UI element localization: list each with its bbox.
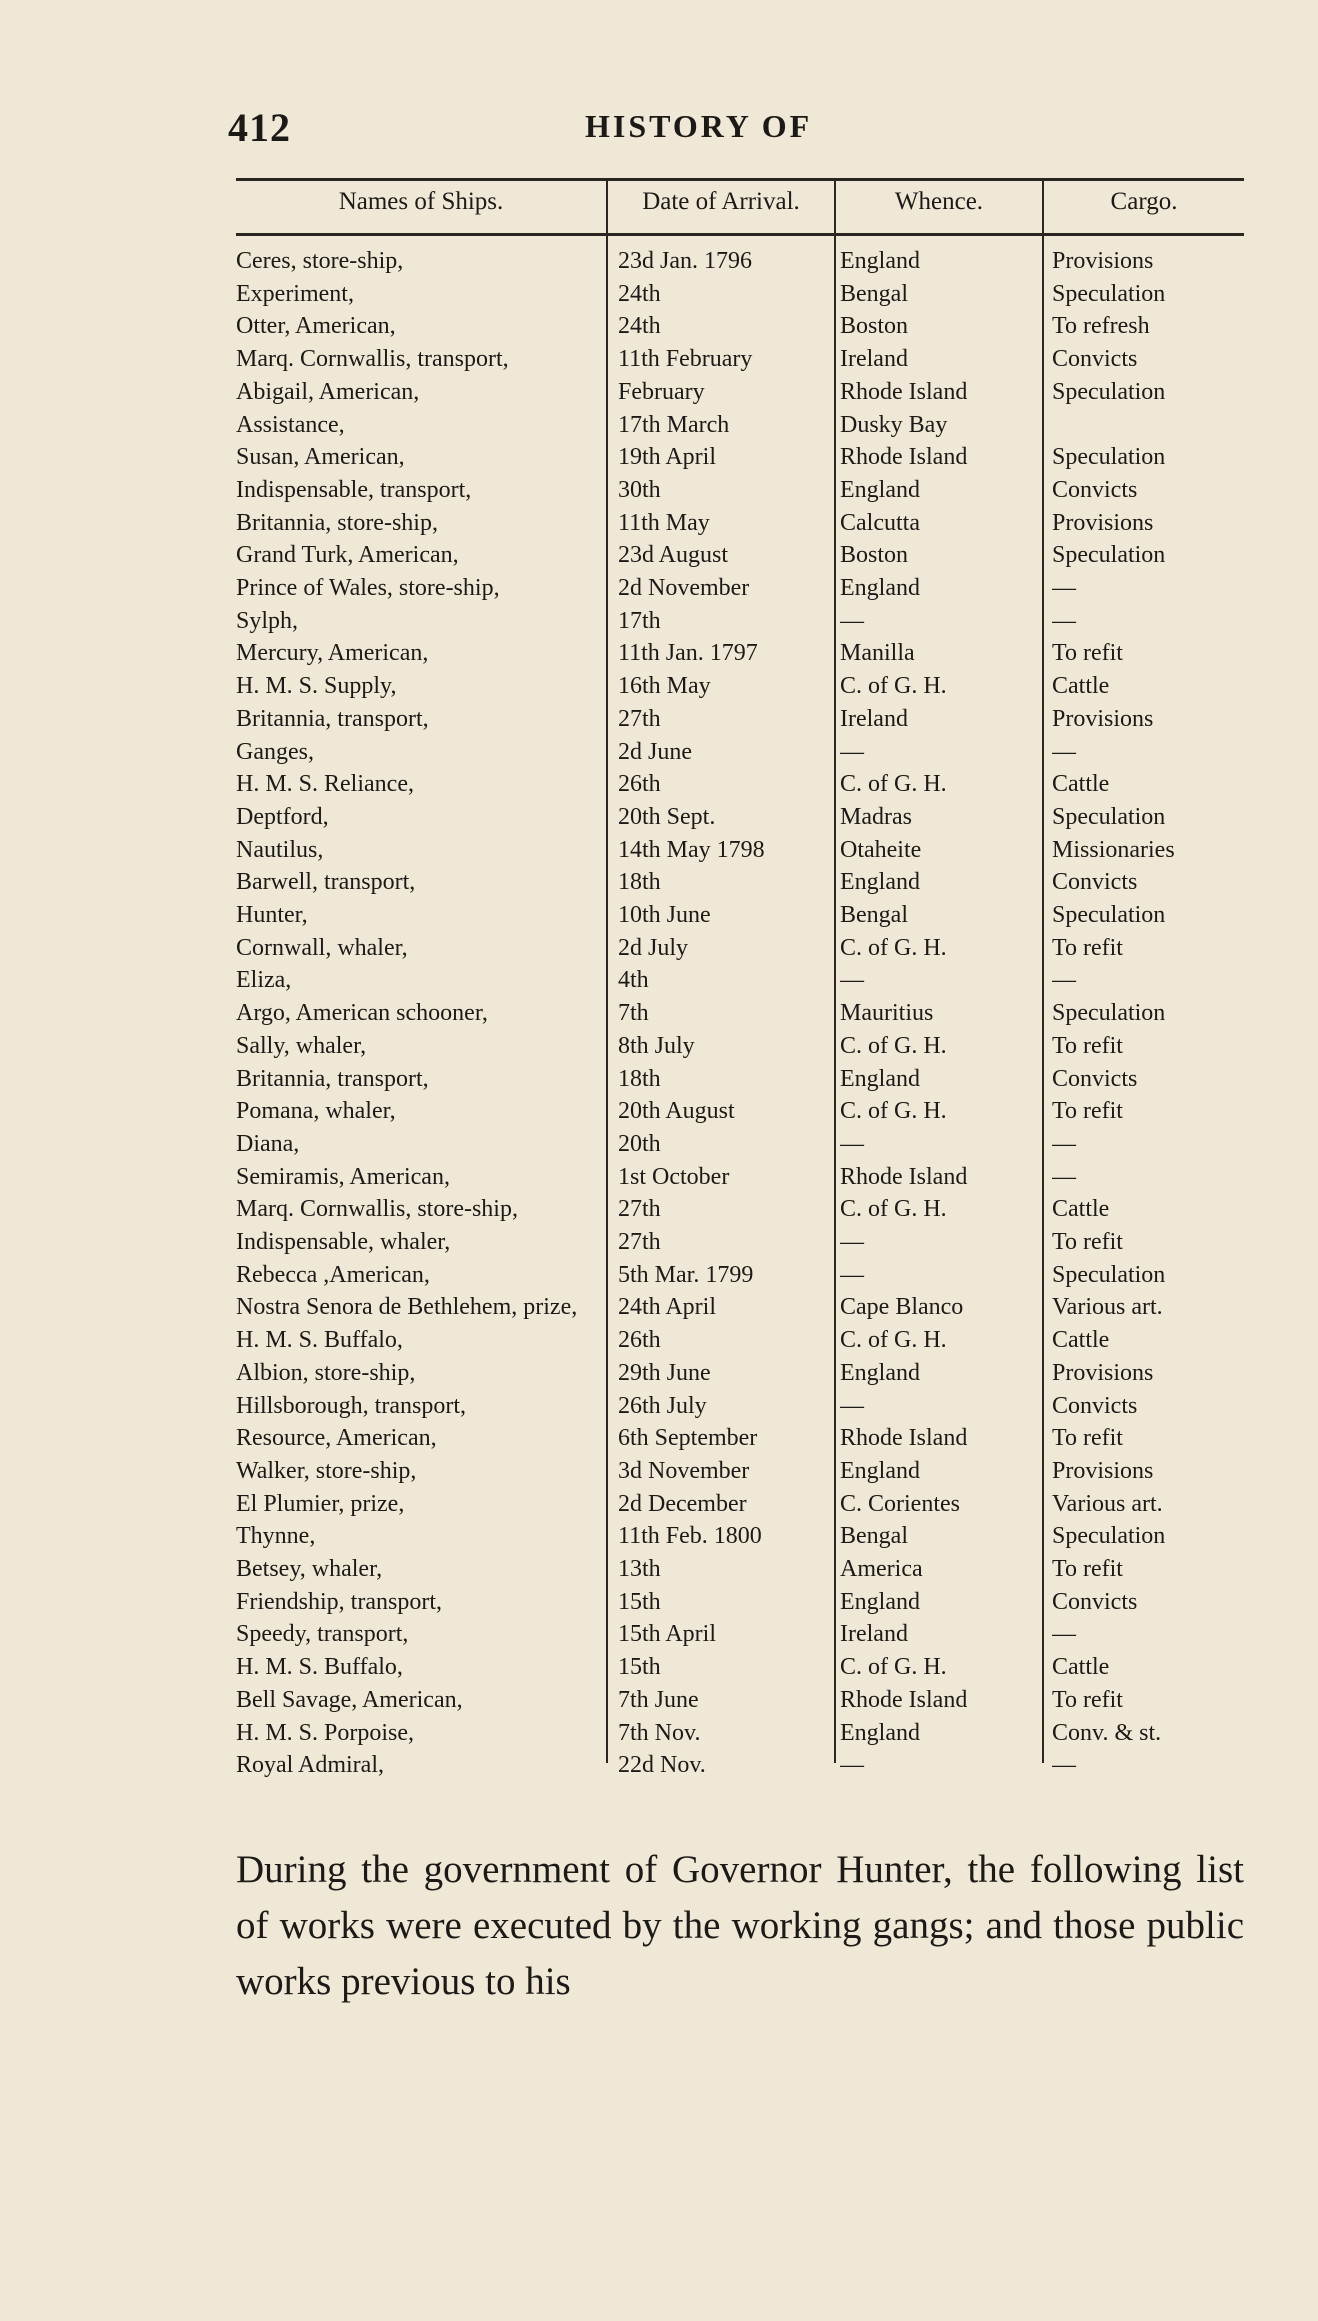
arrival-date: 13th	[618, 1556, 661, 1582]
table-row	[236, 1196, 1244, 1223]
column-header-names: Names of Ships.	[338, 188, 504, 215]
cargo: —	[1052, 1130, 1076, 1157]
cargo: Convicts	[1052, 869, 1138, 896]
whence: C. of G. H.	[840, 1032, 947, 1059]
cargo: To refit	[1052, 1556, 1123, 1582]
whence: C. of G. H.	[840, 1098, 947, 1125]
table-row	[236, 771, 1244, 798]
arrival-date: 6th September	[618, 1425, 758, 1452]
ship-name: Marq. Cornwallis, transport,	[236, 346, 509, 373]
table-row	[236, 379, 1244, 406]
table-row	[236, 1229, 1244, 1256]
whence: Manilla	[840, 640, 915, 667]
table-row	[236, 902, 1244, 929]
ship-name: Abigail, American,	[236, 378, 420, 405]
ship-name: Bell Savage, American,	[236, 1686, 463, 1713]
whence: C. of G. H.	[840, 673, 947, 700]
column-header-date: Date of Arrival.	[642, 188, 800, 215]
whence: Rhode Island	[840, 1425, 968, 1452]
cargo: —	[1052, 738, 1076, 765]
whence: England	[840, 248, 920, 274]
arrival-date: 18th	[618, 869, 661, 896]
cargo: Convicts	[1052, 476, 1138, 503]
arrival-date: 7th	[618, 1000, 649, 1027]
paragraph-text: During the government of Governor Hunter, the following list of works were executed by the working gangs; and those public works previous to his	[236, 1848, 1244, 2003]
cargo: Cattle	[1052, 1327, 1110, 1354]
ship-name: Diana,	[236, 1130, 300, 1157]
cargo: Speculation	[1052, 542, 1166, 569]
whence: England	[840, 1719, 920, 1746]
table-row	[236, 1294, 1244, 1321]
cargo: To refit	[1052, 640, 1123, 667]
cargo: Cattle	[1052, 1196, 1110, 1223]
ship-name: Indispensable, whaler,	[236, 1229, 451, 1255]
cargo: Convicts	[1052, 1588, 1138, 1615]
whence: Boston	[840, 313, 909, 340]
cargo: Speculation	[1052, 1523, 1166, 1550]
ship-name: Britannia, store-ship,	[236, 509, 438, 536]
ship-name: Susan, American,	[236, 444, 405, 471]
arrival-date: 11th Feb. 1800	[618, 1523, 762, 1550]
table-top-rule	[236, 178, 1244, 181]
whence: Dusky Bay	[840, 411, 948, 438]
arrival-date: 24th	[618, 313, 661, 340]
ship-name: Eliza,	[236, 967, 292, 994]
arrival-date: 15th	[618, 1588, 661, 1615]
cargo: —	[1052, 607, 1076, 634]
whence: Mauritius	[840, 1000, 934, 1027]
whence: —	[840, 1229, 864, 1255]
cargo: —	[1052, 1163, 1076, 1190]
ship-name: Semiramis, American,	[236, 1163, 450, 1190]
ship-name: Nautilus,	[236, 836, 324, 863]
ship-name: Britannia, transport,	[236, 1065, 429, 1092]
whence: —	[840, 607, 864, 634]
arrival-date: 22d Nov.	[618, 1752, 706, 1779]
table-row	[236, 1262, 1244, 1289]
table-row	[236, 1033, 1244, 1060]
table-row	[236, 575, 1244, 602]
arrival-date: 15th	[618, 1654, 661, 1681]
whence: Ireland	[840, 705, 908, 732]
arrival-date: 11th February	[618, 346, 753, 373]
page-number: 412	[228, 105, 291, 150]
arrival-date: 11th May	[618, 509, 710, 536]
table-row	[236, 1491, 1244, 1518]
whence: Rhode Island	[840, 444, 968, 471]
arrival-date: 2d November	[618, 575, 750, 601]
arrival-date: 20th	[618, 1130, 661, 1157]
ship-name: Assistance,	[236, 411, 345, 438]
table-row	[236, 477, 1244, 504]
cargo: —	[1052, 575, 1076, 601]
column-header-cargo: Cargo.	[1110, 188, 1178, 215]
ship-name: Friendship, transport,	[236, 1588, 442, 1615]
arrival-date: 2d December	[618, 1490, 747, 1517]
whence: England	[840, 575, 920, 601]
cargo: Speculation	[1052, 803, 1166, 830]
cargo: Conv. & st.	[1052, 1719, 1162, 1746]
table-row	[236, 1131, 1244, 1158]
cargo: Speculation	[1052, 1000, 1166, 1027]
whence: America	[840, 1556, 923, 1582]
column-header-whence: Whence.	[894, 188, 984, 215]
arrival-date: 1st October	[618, 1163, 730, 1190]
whence: —	[840, 738, 864, 765]
arrival-date: 7th June	[618, 1686, 699, 1713]
cargo: Speculation	[1052, 902, 1166, 928]
table-row	[236, 248, 1244, 275]
arrival-date: 24th	[618, 280, 661, 307]
whence: Rhode Island	[840, 378, 968, 405]
body-paragraph	[236, 1842, 1244, 2010]
arrival-date: February	[618, 378, 705, 405]
table-row	[236, 967, 1244, 994]
arrival-date: 16th May	[618, 673, 711, 700]
whence: C. Corientes	[840, 1490, 960, 1517]
whence: Bengal	[840, 902, 908, 928]
arrival-date: 20th Sept.	[618, 803, 716, 830]
whence: C. of G. H.	[840, 1654, 947, 1681]
ship-name: H. M. S. Supply,	[236, 673, 397, 700]
whence: Ireland	[840, 346, 908, 373]
cargo: —	[1052, 1621, 1076, 1648]
arrival-date: 24th April	[618, 1294, 717, 1321]
ship-name: Marq. Cornwallis, store-ship,	[236, 1196, 518, 1223]
ship-name: Walker, store-ship,	[236, 1457, 417, 1484]
table-row	[236, 542, 1244, 569]
ship-name: Hunter,	[236, 902, 308, 928]
arrival-date: 8th July	[618, 1032, 695, 1059]
table-row	[236, 1654, 1244, 1681]
cargo: Various art.	[1052, 1294, 1163, 1321]
ship-name: Grand Turk, American,	[236, 542, 459, 569]
arrival-date: 4th	[618, 967, 649, 994]
table-row	[236, 804, 1244, 831]
arrival-date: 20th August	[618, 1098, 735, 1125]
cargo: Provisions	[1052, 509, 1154, 536]
whence: Ireland	[840, 1621, 908, 1648]
table-row	[236, 1393, 1244, 1420]
cargo: To refit	[1052, 1098, 1123, 1125]
ship-name: Rebecca ,American,	[236, 1261, 430, 1288]
cargo: To refit	[1052, 1032, 1123, 1059]
cargo: Cattle	[1052, 771, 1110, 798]
table-row	[236, 608, 1244, 635]
table-row	[236, 412, 1244, 439]
whence: —	[840, 1261, 864, 1288]
whence: Cape Blanco	[840, 1294, 964, 1321]
arrival-date: 27th	[618, 1229, 661, 1255]
arrival-date: 15th April	[618, 1621, 717, 1648]
table-row	[236, 510, 1244, 537]
whence: Bengal	[840, 1523, 908, 1550]
cargo: Speculation	[1052, 444, 1166, 471]
table-row	[236, 346, 1244, 373]
ship-name: Britannia, transport,	[236, 705, 429, 732]
arrival-date: 30th	[618, 476, 661, 503]
whence: England	[840, 869, 920, 896]
whence: Otaheite	[840, 836, 922, 863]
arrival-date: 18th	[618, 1065, 661, 1092]
table-row	[236, 1556, 1244, 1583]
table-row	[236, 1098, 1244, 1125]
cargo: Convicts	[1052, 1065, 1138, 1092]
cargo: Provisions	[1052, 1359, 1154, 1386]
ship-name: Ceres, store-ship,	[236, 248, 404, 274]
cargo: Speculation	[1052, 378, 1166, 405]
whence: —	[840, 1752, 864, 1779]
ship-name: H. M. S. Porpoise,	[236, 1719, 415, 1746]
whence: England	[840, 1065, 920, 1092]
ship-name: Deptford,	[236, 803, 329, 830]
cargo: —	[1052, 967, 1076, 994]
table-row	[236, 281, 1244, 308]
table-row	[236, 1621, 1244, 1648]
ship-name: Ganges,	[236, 738, 314, 765]
table-row	[236, 1327, 1244, 1354]
ship-name: Cornwall, whaler,	[236, 934, 408, 961]
table-row	[236, 1164, 1244, 1191]
arrival-date: 19th April	[618, 444, 717, 471]
cargo: Speculation	[1052, 280, 1166, 307]
ship-name: Royal Admiral,	[236, 1752, 384, 1779]
arrival-date: 14th May 1798	[618, 836, 765, 863]
whence: Boston	[840, 542, 909, 569]
whence: Rhode Island	[840, 1686, 968, 1713]
whence: England	[840, 1359, 920, 1386]
arrival-date: 27th	[618, 705, 661, 732]
arrival-date: 17th March	[618, 411, 730, 438]
ship-name: Nostra Senora de Bethlehem, prize,	[236, 1294, 578, 1321]
table-row	[236, 1360, 1244, 1387]
cargo: Speculation	[1052, 1261, 1166, 1288]
whence: Madras	[840, 803, 912, 830]
arrival-date: 23d Jan. 1796	[618, 248, 752, 274]
cargo: Cattle	[1052, 1654, 1110, 1681]
arrival-date: 26th July	[618, 1392, 707, 1419]
table-row	[236, 869, 1244, 896]
cargo: To refresh	[1052, 313, 1150, 340]
table-row	[236, 706, 1244, 733]
ship-name: Prince of Wales, store-ship,	[236, 575, 500, 601]
ship-name: Betsey, whaler,	[236, 1556, 383, 1582]
ship-name: Barwell, transport,	[236, 869, 416, 896]
ship-name: Sylph,	[236, 607, 299, 634]
ship-name: Thynne,	[236, 1523, 316, 1550]
arrival-date: 26th	[618, 1327, 661, 1354]
ship-name: H. M. S. Reliance,	[236, 771, 414, 798]
arrival-date: 27th	[618, 1196, 661, 1223]
ship-name: Resource, American,	[236, 1425, 437, 1452]
ship-name: Sally, whaler,	[236, 1032, 367, 1059]
whence: C. of G. H.	[840, 771, 947, 798]
cargo: To refit	[1052, 1229, 1123, 1255]
ship-name: H. M. S. Buffalo,	[236, 1654, 403, 1681]
ship-name: Otter, American,	[236, 313, 396, 340]
cargo: To refit	[1052, 934, 1123, 961]
arrival-date: 26th	[618, 771, 661, 798]
cargo: Provisions	[1052, 248, 1154, 274]
ship-name: H. M. S. Buffalo,	[236, 1327, 403, 1354]
whence: C. of G. H.	[840, 1196, 947, 1223]
cargo: To refit	[1052, 1425, 1123, 1452]
ship-name: Experiment,	[236, 280, 354, 307]
table-row	[236, 1523, 1244, 1550]
whence: —	[840, 1392, 864, 1419]
whence: C. of G. H.	[840, 1327, 947, 1354]
whence: —	[840, 967, 864, 994]
arrival-date: 29th June	[618, 1359, 711, 1386]
arrival-date: 11th Jan. 1797	[618, 640, 758, 667]
whence: Calcutta	[840, 509, 920, 536]
cargo: To refit	[1052, 1686, 1123, 1713]
table-row	[236, 1458, 1244, 1485]
table-row	[236, 1425, 1244, 1452]
arrival-date: 5th Mar. 1799	[618, 1261, 754, 1288]
cargo: Convicts	[1052, 346, 1138, 373]
ship-name: El Plumier, prize,	[236, 1490, 405, 1517]
whence: C. of G. H.	[840, 934, 947, 961]
cargo: Various art.	[1052, 1490, 1163, 1517]
ship-name: Indispensable, transport,	[236, 476, 472, 503]
cargo: —	[1052, 1752, 1076, 1779]
whence: —	[840, 1130, 864, 1157]
table-row	[236, 739, 1244, 766]
arrival-date: 3d November	[618, 1457, 750, 1484]
table-row	[236, 1066, 1244, 1093]
table-row	[236, 1589, 1244, 1616]
ship-name: Mercury, American,	[236, 640, 429, 667]
table-row	[236, 1000, 1244, 1027]
cargo: Missionaries	[1052, 836, 1175, 863]
cargo: Cattle	[1052, 673, 1110, 700]
ship-name: Argo, American schooner,	[236, 1000, 488, 1027]
whence: Bengal	[840, 280, 908, 307]
arrival-date: 10th June	[618, 902, 711, 928]
table-row	[236, 673, 1244, 700]
table-row	[236, 1687, 1244, 1714]
ship-name: Speedy, transport,	[236, 1621, 409, 1648]
table-row	[236, 444, 1244, 471]
ship-name: Pomana, whaler,	[236, 1098, 396, 1125]
whence: England	[840, 476, 920, 503]
table-row	[236, 837, 1244, 864]
table-row	[236, 1720, 1244, 1747]
cargo: Provisions	[1052, 1457, 1154, 1484]
page-header	[228, 104, 1128, 154]
table-row	[236, 640, 1244, 667]
whence: England	[840, 1457, 920, 1484]
running-head: HISTORY OF	[585, 108, 813, 144]
arrival-date: 7th Nov.	[618, 1719, 701, 1746]
arrival-date: 2d July	[618, 934, 689, 961]
arrival-date: 2d June	[618, 738, 692, 765]
table-row	[236, 935, 1244, 962]
arrival-date: 17th	[618, 607, 661, 634]
table-row	[236, 1752, 1244, 1779]
table-header-rule	[236, 233, 1244, 236]
ship-name: Hillsborough, transport,	[236, 1392, 466, 1419]
table-row	[236, 313, 1244, 340]
arrival-date: 23d August	[618, 542, 729, 569]
cargo: Provisions	[1052, 705, 1154, 732]
whence: England	[840, 1588, 920, 1615]
cargo: Convicts	[1052, 1392, 1138, 1419]
whence: Rhode Island	[840, 1163, 968, 1190]
ship-name: Albion, store-ship,	[236, 1359, 416, 1386]
